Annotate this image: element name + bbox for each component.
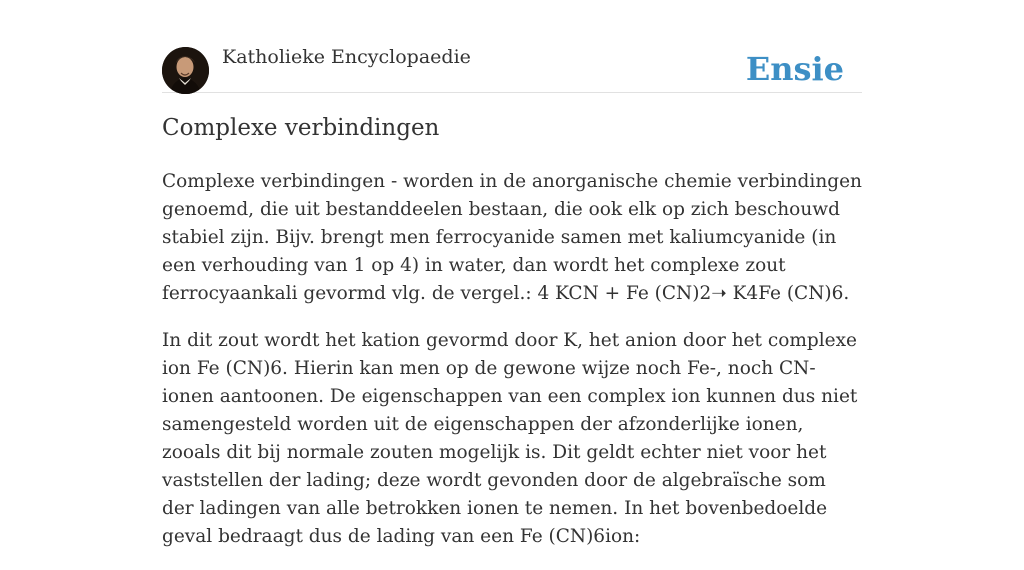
site-header (162, 44, 862, 93)
article-paragraph: In dit zout wordt het kation gevormd door K, het anion door het complexe ion Fe (CN)6. Hierin kan men op de gewone wijze noch Fe-, noch CN-ionen aantoonen. De eigenschappen van een complex ion kunnen dus niet samengesteld worden uit de eigenschappen der afzonderlijke ionen, zooals dit bij normale zouten mogelijk is. Dit geldt echter niet voor het vaststellen der lading; deze wordt gevonden door de algebraïsche som der ladingen van alle betrokken ionen te nemen. In het bovenbedoelde geval bedraagt dus de lading van een Fe (CN)6ion: (162, 330, 858, 547)
portrait-avatar-icon[interactable] (162, 47, 209, 94)
brand-logo[interactable]: Ensie (745, 50, 844, 88)
article-paragraph: Complexe verbindingen - worden in de anorganische chemie verbindingen genoemd, die uit bestanddeelen bestaan, die ook elk op zich beschouwd stabiel zijn. Bijv. brengt men ferrocyanide samen met kaliumcyanide (in een verhouding van 1 op 4) in water, dan wordt het complexe zout ferrocyaankali gevormd vlg. de vergel.: 4 KCN + Fe (CN)2➝ K4Fe (CN)6. (162, 171, 862, 304)
page-title: Complexe verbindingen (162, 115, 440, 141)
site-name[interactable]: Katholieke Encyclopaedie (222, 46, 471, 68)
article-body (162, 168, 862, 570)
